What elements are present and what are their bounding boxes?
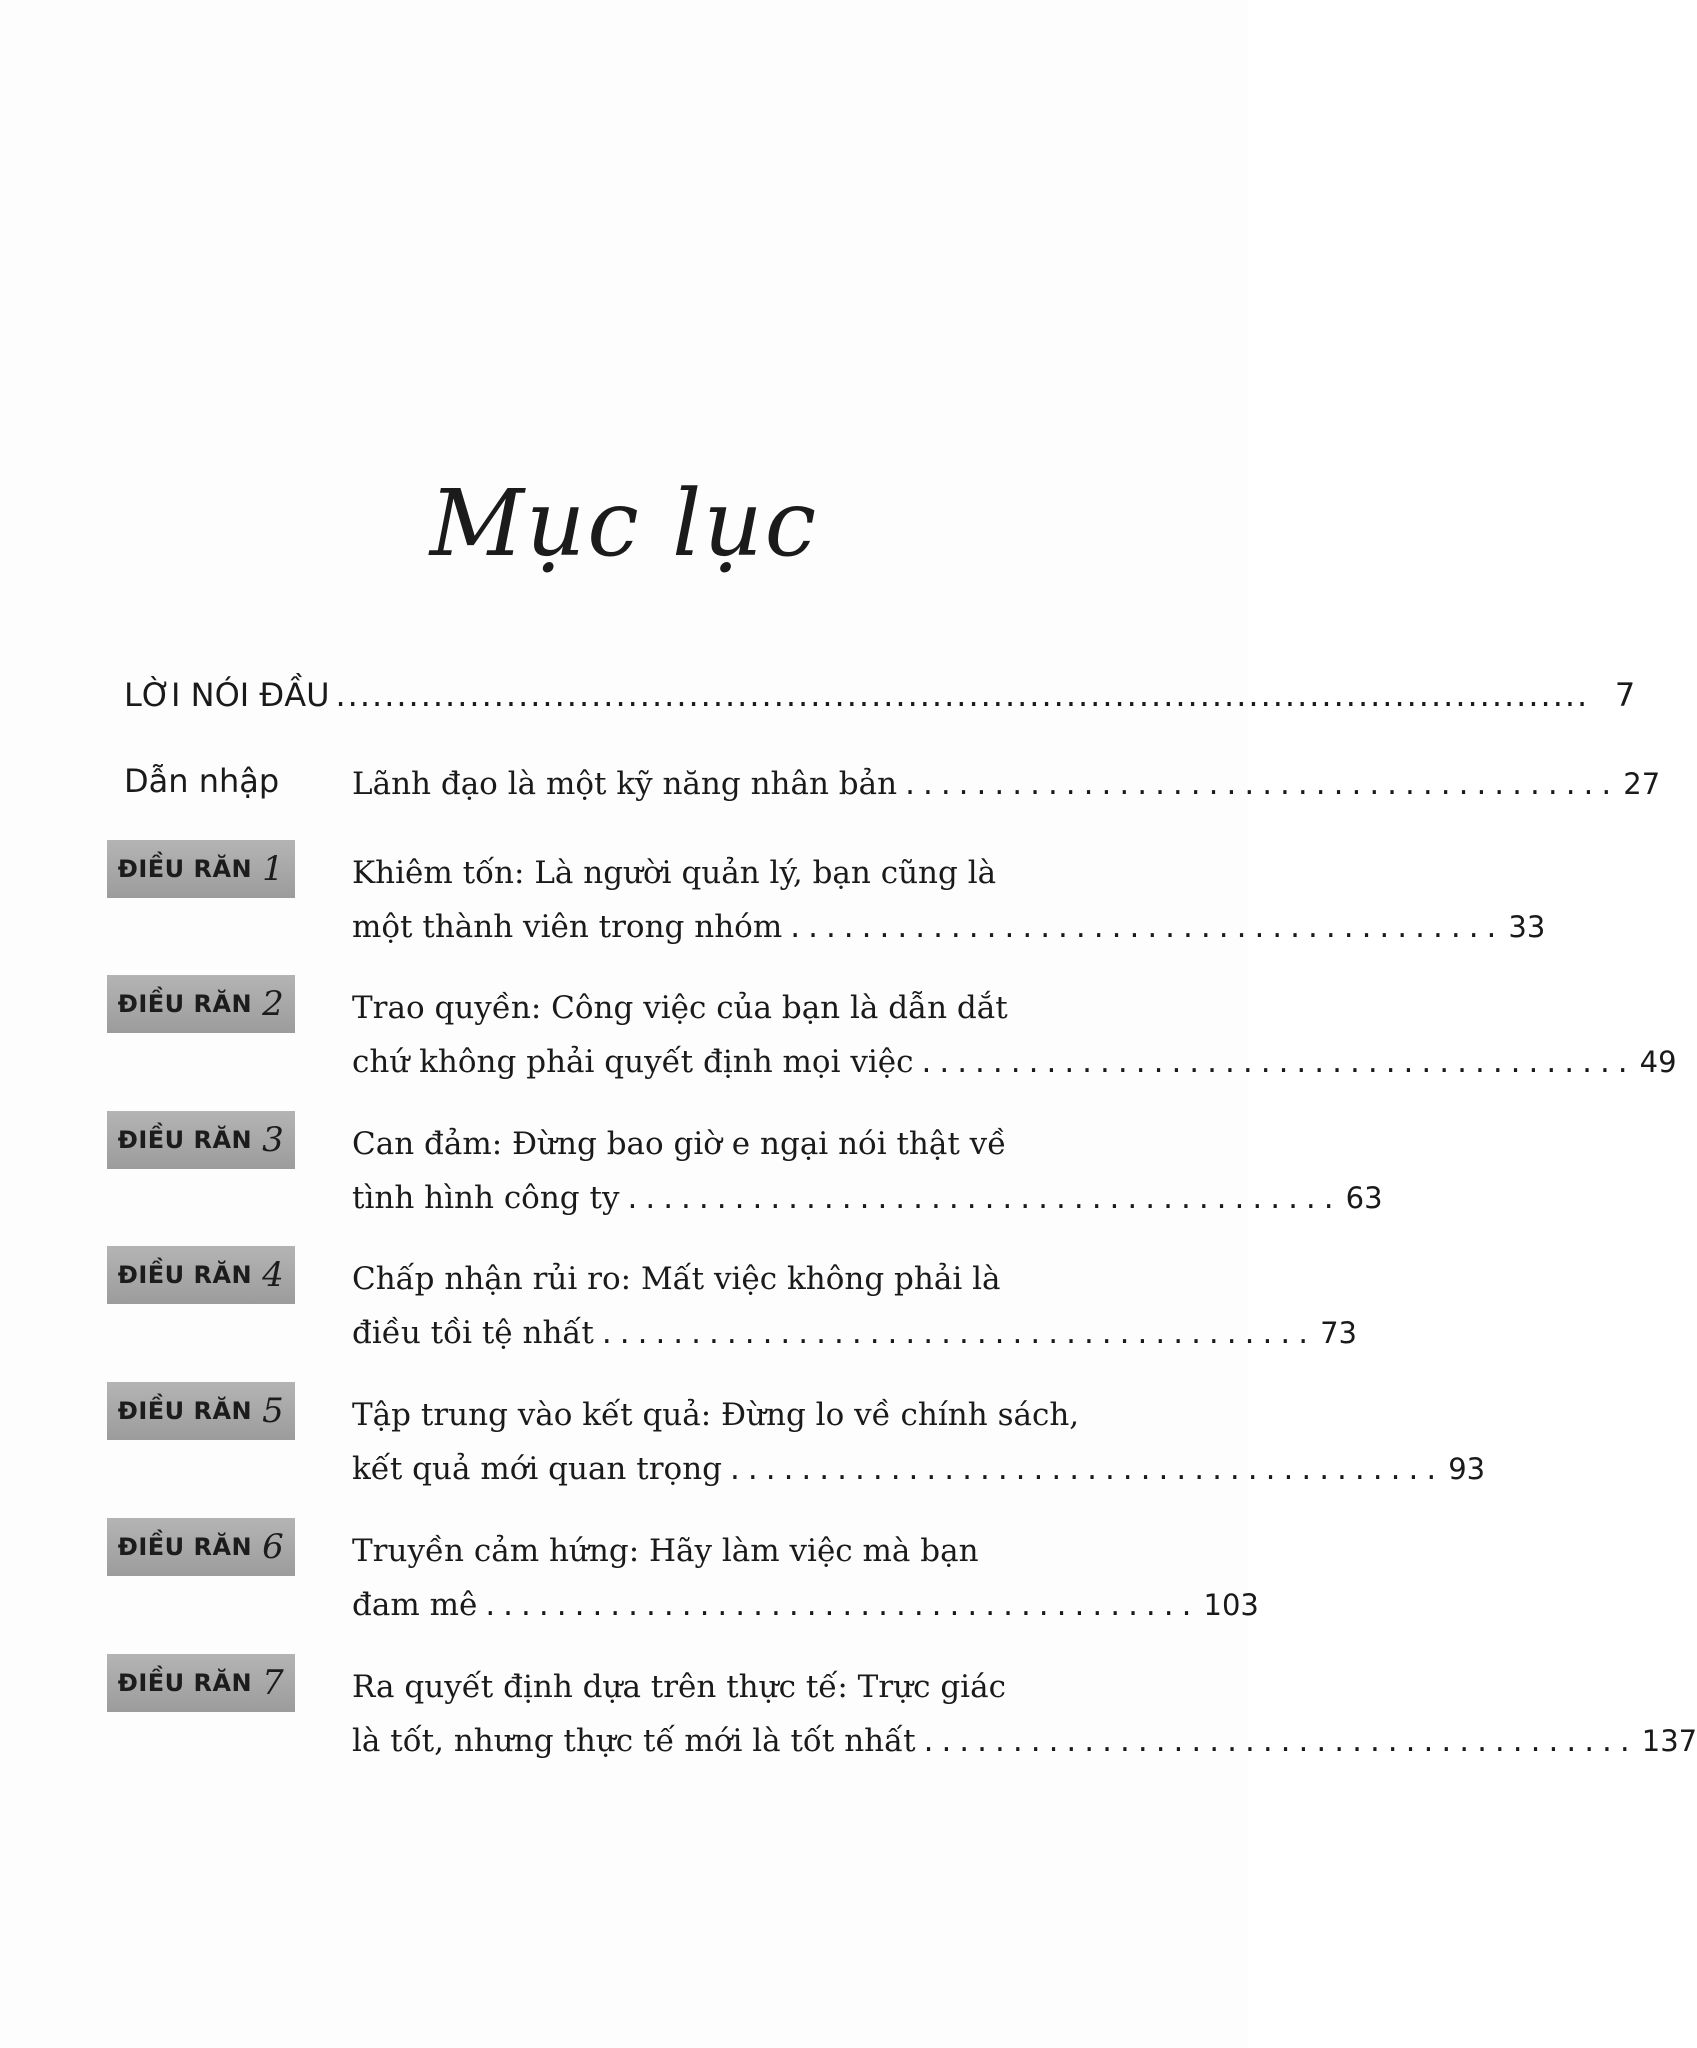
entry-page-number: 63	[1345, 1181, 1383, 1215]
page-title: Mục lục	[429, 470, 819, 577]
dot-leader: ........................................	[790, 909, 1505, 945]
entry-title-line: đam mê	[352, 1587, 478, 1623]
toc-entry-commandment-3	[352, 1117, 1383, 1225]
entry-page-number: 93	[1448, 1452, 1486, 1486]
commandment-badge-1	[107, 840, 295, 898]
badge-number: 6	[262, 1527, 285, 1567]
badge-label: ĐIỀU RĂN	[117, 1397, 253, 1425]
commandment-badge-5	[107, 1382, 295, 1440]
entry-title-line: Ra quyết định dựa trên thực tế: Trực giác	[352, 1669, 1006, 1705]
entry-title-line: Truyền cảm hứng: Hãy làm việc mà bạn	[352, 1533, 979, 1569]
entry-title-line: Trao quyền: Công việc của bạn là dẫn dắt	[352, 990, 1008, 1026]
dot-leader: ........................................	[627, 1180, 1342, 1216]
dot-leader: ........................................	[730, 1451, 1445, 1487]
badge-number: 7	[262, 1663, 285, 1703]
intro-label: Dẫn nhập	[124, 762, 280, 800]
toc-entry-intro	[352, 757, 1661, 811]
entry-title-line: Khiêm tốn: Là người quản lý, bạn cũng là	[352, 855, 997, 891]
entry-title-line: tình hình công ty	[352, 1180, 620, 1216]
toc-entry-commandment-2	[352, 981, 1677, 1089]
intro-title: Lãnh đạo là một kỹ năng nhân bản	[352, 766, 898, 802]
toc-entry-commandment-4	[352, 1252, 1357, 1360]
badge-label: ĐIỀU RĂN	[117, 855, 253, 883]
entry-title-line: Can đảm: Đừng bao giờ e ngại nói thật về	[352, 1126, 1007, 1162]
commandment-badge-4	[107, 1246, 295, 1304]
dot-leader: .......................................................................................................	[335, 676, 1590, 714]
badge-label: ĐIỀU RĂN	[117, 1533, 253, 1561]
badge-label: ĐIỀU RĂN	[117, 1669, 253, 1697]
dot-leader: ........................................	[921, 1044, 1636, 1080]
commandment-badge-2	[107, 975, 295, 1033]
dot-leader: ........................................	[601, 1315, 1317, 1351]
toc-entry-commandment-7	[352, 1660, 1697, 1768]
badge-label: ĐIỀU RĂN	[117, 1261, 253, 1289]
badge-number: 3	[262, 1120, 285, 1160]
badge-number: 1	[262, 849, 285, 889]
dot-leader: ........................................	[905, 766, 1620, 802]
entry-title-line: Chấp nhận rủi ro: Mất việc không phải là	[352, 1261, 1001, 1297]
badge-label: ĐIỀU RĂN	[117, 1126, 253, 1154]
entry-page-number: 33	[1508, 910, 1546, 944]
entry-page-number: 137	[1641, 1724, 1697, 1758]
dot-leader: ........................................	[485, 1587, 1200, 1623]
entry-title-line: là tốt, nhưng thực tế mới là tốt nhất	[352, 1723, 916, 1759]
badge-number: 5	[262, 1391, 285, 1431]
intro-page-number: 27	[1623, 767, 1661, 801]
commandment-badge-6	[107, 1518, 295, 1576]
dot-leader: ........................................	[923, 1723, 1638, 1759]
badge-label: ĐIỀU RĂN	[117, 990, 253, 1018]
preface-page-number: 7	[1614, 676, 1636, 714]
commandment-badge-7	[107, 1654, 295, 1712]
badge-number: 4	[262, 1255, 285, 1295]
toc-entry-commandment-1	[352, 846, 1546, 954]
entry-title-line: chứ không phải quyết định mọi việc	[352, 1044, 914, 1080]
preface-label: LỜI NÓI ĐẦU	[124, 676, 330, 714]
badge-number: 2	[262, 984, 285, 1024]
toc-entry-commandment-5	[352, 1388, 1486, 1496]
entry-page-number: 73	[1320, 1316, 1357, 1350]
entry-page-number: 103	[1203, 1588, 1259, 1622]
entry-title-line: điều tồi tệ nhất	[352, 1315, 594, 1351]
toc-entry-commandment-6	[352, 1524, 1259, 1632]
commandment-badge-3	[107, 1111, 295, 1169]
entry-page-number: 49	[1639, 1045, 1677, 1079]
entry-title-line: Tập trung vào kết quả: Đừng lo về chính sách,	[352, 1397, 1080, 1433]
entry-title-line: một thành viên trong nhóm	[352, 909, 783, 945]
entry-title-line: kết quả mới quan trọng	[352, 1451, 723, 1487]
toc-entry-preface	[124, 676, 1636, 714]
